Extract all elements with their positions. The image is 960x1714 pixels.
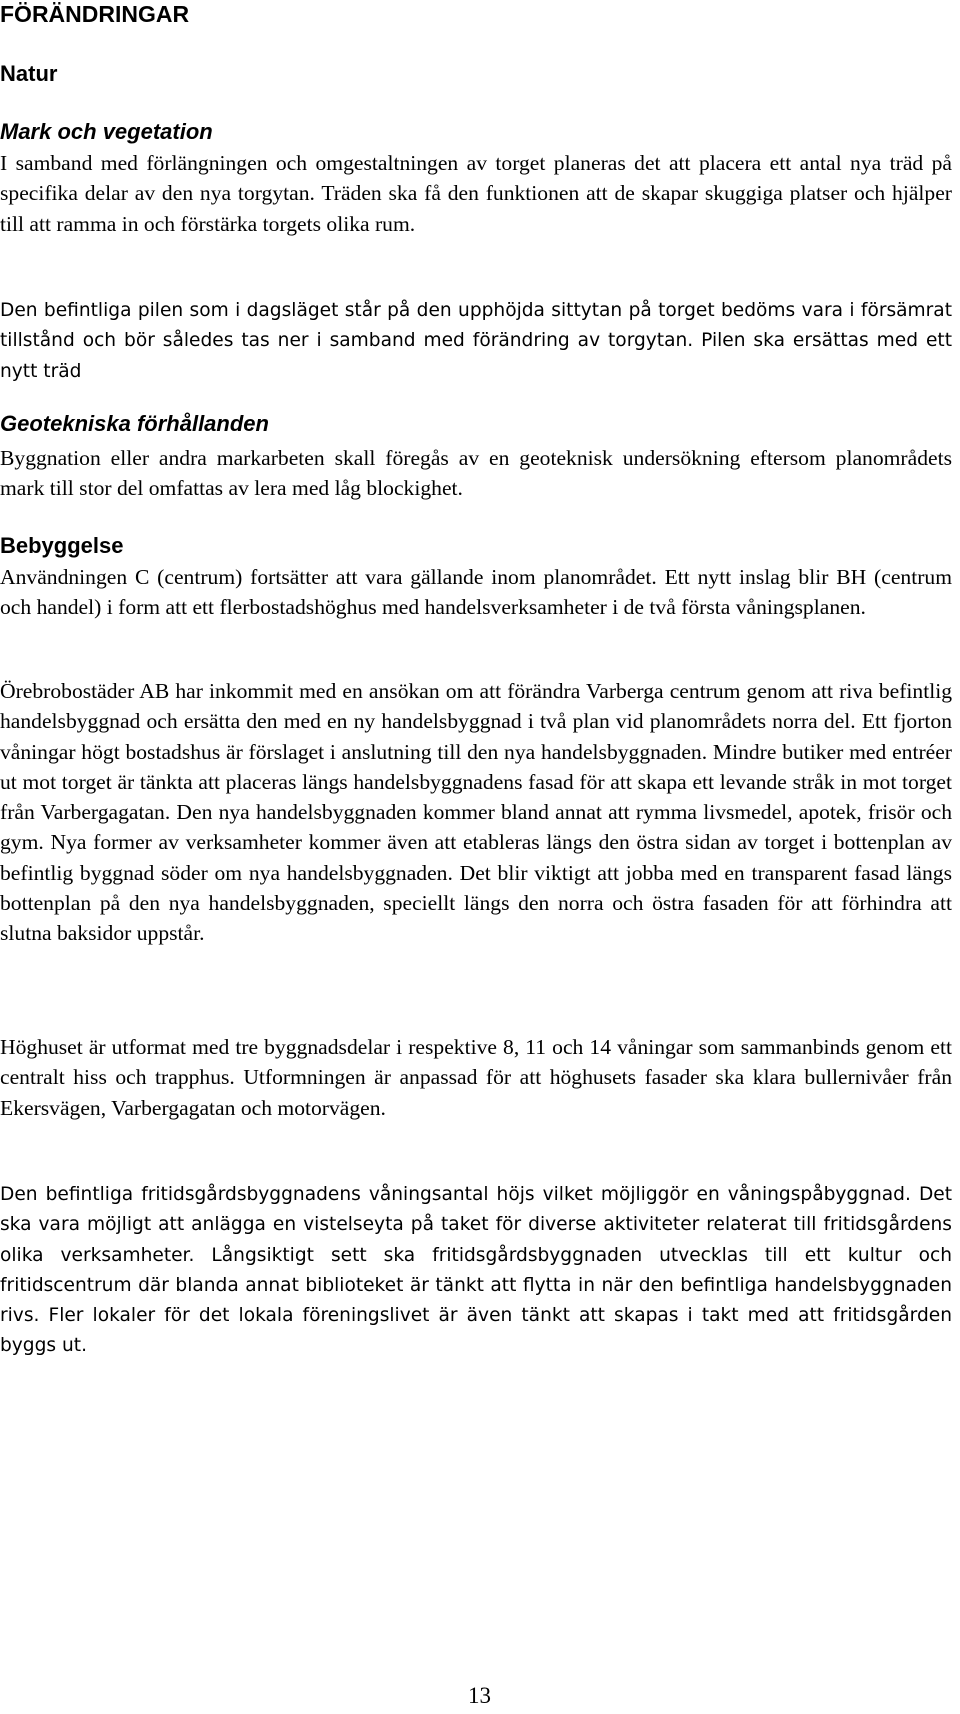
- subsection-title-mark: Mark och vegetation: [0, 119, 213, 144]
- paragraph-bebyggelse-1: Användningen C (centrum) fortsätter att vara gällande inom planområdet. Ett nytt inslag blir BH (centrum och handel) i form att ett flerbostadshöghus med handelsverksamheter i de två första våningsplanen.: [0, 565, 952, 620]
- paragraph-bebyggelse-2: Örebrobostäder AB har inkommit med en ansökan om att förändra Varberga centrum genom att riva befintlig handelsbyggnad och ersätta den med en ny handelsbyggnad i två plan vid planområdets norra del. Ett fjorton våningar högt bostadshus är förslaget i anslutning till den nya handelsbyggnaden. Mindre butiker med entréer ut mot torget är tänkta att placeras längs handelsbyggnadens fasad för att skapa ett levande stråk in mot torget från Varbergagatan. Den nya handelsbyggnaden kommer bland annat att rymma livsmedel, apotek, frisör och gym. Nya former av verksamheter kommer även att etableras längs den östra sidan av torget i bottenplan av befintlig byggnad söder om nya handelsbyggnaden. Det blir viktigt att jobba med en transparent fasad längs bottenplan på den nya handelsbyggnaden, speciellt längs den norra och östra fasaden för att förhindra att slutna baksidor uppstår.: [0, 679, 952, 946]
- paragraph-bebyggelse-4: Den befintliga fritidsgårdsbyggnadens våningsantal höjs vilket möjliggör en våningspåbyggnad. Det ska vara möjligt att anlägga en vistelseyta på taket för diverse aktiviteter relaterat till fritidsgårdens olika verksamheter. Långsiktigt sett ska fritidsgårdsbyggnaden utvecklas till ett kultur och fritidscentrum där blanda annat biblioteket är tänkt att flytta in när den befintliga handelsbyggnaden rivs. Fler lokaler för det lokala föreningslivet är även tänkt att skapas i takt med att fritidsgården byggs ut.: [0, 1184, 952, 1357]
- page-number: 13: [468, 1683, 491, 1708]
- paragraph-geo-1: Byggnation eller andra markarbeten skall föregås av en geoteknisk undersökning eftersom planområdets mark till stor del omfattas av lera med låg blockighet.: [0, 446, 952, 501]
- subsection-title-geo: Geotekniska förhållanden: [0, 411, 269, 436]
- paragraph-bebyggelse-3: Höghuset är utformat med tre byggnadsdelar i respektive 8, 11 och 14 våningar som sammanbinds genom ett centralt hiss och trapphus. Utformningen är anpassad för att höghusets fasader ska klara bullernivåer från Ekersvägen, Varbergagatan och motorvägen.: [0, 1035, 952, 1120]
- section-title-natur: Natur: [0, 61, 58, 86]
- section-title-bebyggelse: Bebyggelse: [0, 533, 124, 558]
- paragraph-mark-2: Den befintliga pilen som i dagsläget står på den upphöjda sittytan på torget bedöms vara i försämrat tillstånd och bör således tas ner i samband med förändring av torgytan. Pilen ska ersättas med ett nytt träd: [0, 300, 952, 382]
- paragraph-mark-1: I samband med förlängningen och omgestaltningen av torget planeras det att placera ett antal nya träd på specifika delar av den nya torgytan. Träden ska få den funktionen att de skapar skuggiga platser och hjälper till att ramma in och förstärka torgets olika rum.: [0, 151, 952, 236]
- page-heading: FÖRÄNDRINGAR: [0, 1, 190, 27]
